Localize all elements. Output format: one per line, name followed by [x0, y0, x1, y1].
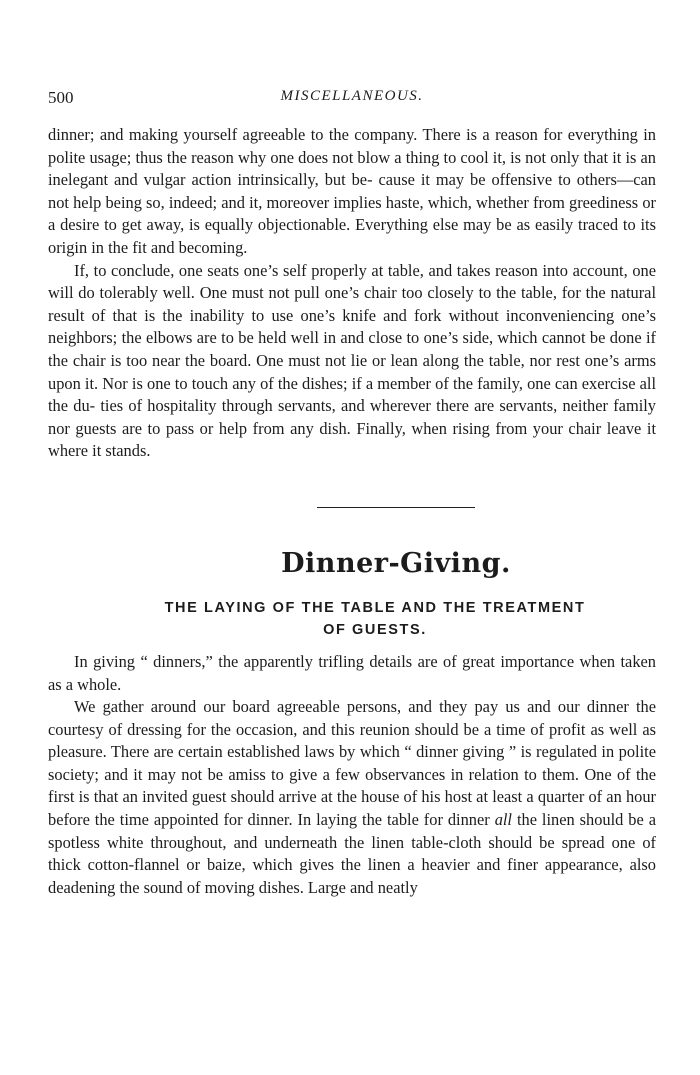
page-header	[48, 88, 656, 114]
dinner-laws-italic-word: all	[494, 810, 512, 830]
running-head: MISCELLANEOUS.	[280, 88, 424, 104]
book-page	[48, 88, 656, 899]
dinner-laws-text-start: We gather around our board agreeable persons, and they pay us and our dinner the courtesy of dressing for the occasion, and this reunion should be a time of profit as well as pleasure. There are certain established laws by which “ dinner giving ” is regulated in polite society; and it may not be amiss to give a few observances in relation to them. One of the first is that an invited guest should arrive at the house of his host at least a quarter of an hour before the time appointed for dinner. In laying the table for dinner	[48, 697, 656, 830]
section-divider	[317, 507, 475, 508]
subheading-line-2: OF GUESTS.	[323, 621, 427, 638]
paragraph-dinner-laws	[48, 696, 656, 899]
paragraph-table-seating: If, to conclude, one seats one’s self properly at table, and takes reason into account, one will do tolerably well. One must not pull one’s chair too closely to the table, for the natural result of that is the inability to use one’s knife and fork without inconveniencing one’s neighbors; the elbows are to be held well in and close to one’s side, which cannot be done if the chair is too near the board. One must not lie or lean along the table, nor rest one’s arms upon it. Nor is one to touch any of the dishes; if a member of the family, one can exercise all the du- ties of hospitality through servants, and wherever there are servants, neither family nor guests are to pass or help from any dish. Finally, when rising from your chair leave it where it stands.	[48, 260, 656, 461]
dinner-laws-text-end: the linen should be a spotless white throughout, and underneath the linen table-cloth should be spread one of thick cotton-flannel or baize, which gives the linen a heavier and finer appearance, also deadening the sound of moving dishes. Large and neatly	[48, 810, 656, 897]
subheading-line-1: THE LAYING OF THE TABLE AND THE TREATMENT	[164, 599, 586, 616]
paragraph-dinners-intro: In giving “ dinners,” the apparently trifling details are of great importance when taken as a whole.	[48, 651, 656, 694]
paragraph-continuation: dinner; and making yourself agreeable to the company. There is a reason for everything in polite usage; thus the reason why one does not blow a thing to cool it, is not only that it is an inelegant and vulgar action intrinsically, but be- cause it may be offensive to others—can not help being so, indeed; and it, moreover implies haste, which, whether from greediness or a desire to get away, is equally objectionable. Everything else may be as easily traced to its origin in the fit and becoming.	[48, 125, 656, 257]
page-number: 500	[48, 88, 74, 107]
section-title: Dinner-Giving.	[281, 547, 511, 579]
section-subheading	[48, 597, 656, 641]
